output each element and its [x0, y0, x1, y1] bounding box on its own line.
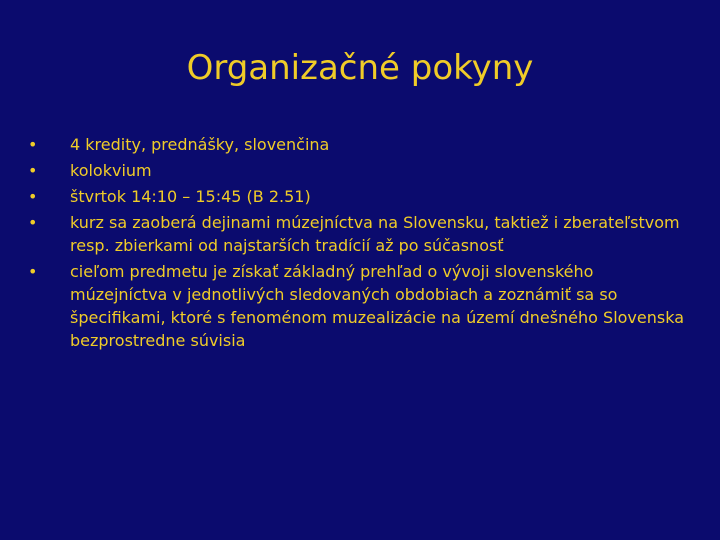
bullet-text: cieľom predmetu je získať základný prehľad o vývoji slovenského múzejníctva v jednotlivých sledovaných obdobiach a zoznámiť sa so špecifikami, ktoré s fenoménom muzealizácie na území dnešného Slovenska bezprostredne súvisia	[70, 262, 685, 350]
bullet-list	[28, 133, 688, 352]
bullet-dot-icon: •	[28, 262, 38, 281]
bullet-dot-icon: •	[28, 161, 38, 180]
bullet-text: štvrtok 14:10 – 15:45 (B 2.51)	[70, 187, 311, 206]
bullet-item-credits	[28, 133, 688, 156]
bullet-text: kurz sa zaoberá dejinami múzejníctva na Slovensku, taktiež i zberateľstvom resp. zbierkami od najstarších tradícií až po súčasnosť	[70, 213, 680, 255]
slide-title: Organizačné pokyny	[186, 48, 534, 88]
bullet-item-course-description	[28, 211, 688, 257]
bullet-text: kolokvium	[70, 161, 152, 180]
bullet-dot-icon: •	[28, 213, 38, 232]
bullet-text: 4 kredity, prednášky, slovenčina	[70, 135, 330, 154]
bullet-dot-icon: •	[28, 187, 38, 206]
bullet-item-colloquium	[28, 159, 688, 182]
bullet-item-schedule	[28, 185, 688, 208]
bullet-dot-icon: •	[28, 135, 38, 154]
bullet-item-course-goal	[28, 260, 688, 352]
